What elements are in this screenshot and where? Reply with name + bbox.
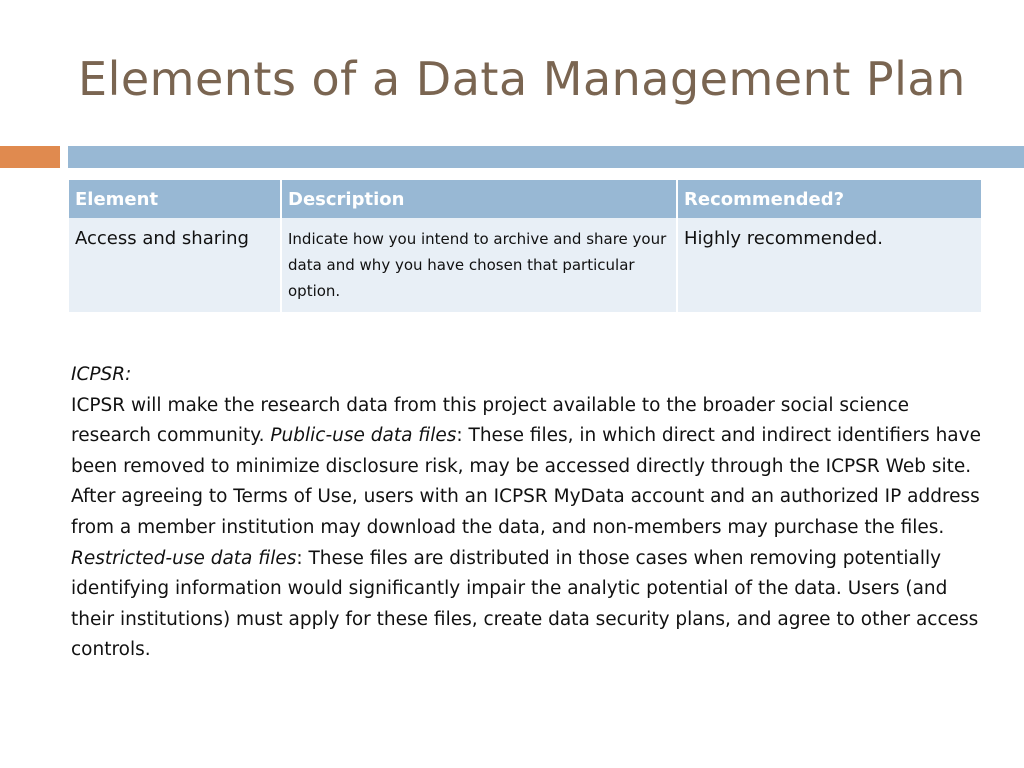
- icpsr-heading: ICPSR:: [71, 364, 132, 385]
- table-row: [69, 218, 981, 312]
- header-description: Description: [281, 180, 677, 218]
- icpsr-paragraph: [71, 391, 991, 666]
- header-element: Element: [69, 180, 281, 218]
- table-header-row: [69, 180, 981, 218]
- dmp-elements-table: [69, 180, 981, 312]
- accent-bar-orange: [0, 146, 60, 168]
- paragraph-segment-1: ICPSR will make the research data from this project available to the broader social science research community.: [71, 394, 910, 447]
- slide-title: Elements of a Data Management Plan: [78, 52, 966, 106]
- paragraph-segment-2: : These files, in which direct and indirect identifiers have been removed to minimize disclosure risk, may be accessed directly through the ICPSR Web site. After agreeing to Terms of Use, users with an ICPSR MyData account and an authorized IP address from a member institution may download the data, and non-members may purchase the files.: [71, 425, 981, 538]
- cell-recommended: Highly recommended.: [677, 218, 981, 312]
- cell-element: Access and sharing: [69, 218, 281, 312]
- accent-bar-blue: [68, 146, 1024, 168]
- icpsr-body: [71, 360, 991, 666]
- header-recommended: Recommended?: [677, 180, 981, 218]
- term-restricted-use: Restricted-use data files: [71, 547, 297, 569]
- term-public-use: Public-use data files: [270, 425, 457, 447]
- cell-description: Indicate how you intend to archive and share your data and why you have chosen that particular option.: [281, 218, 677, 312]
- paragraph-segment-3: : These files are distributed in those cases when removing potentially identifying information would significantly impair the analytic potential of the data. Users (and their institutions) must apply for these files, create data security plans, and agree to other access controls.: [71, 547, 979, 661]
